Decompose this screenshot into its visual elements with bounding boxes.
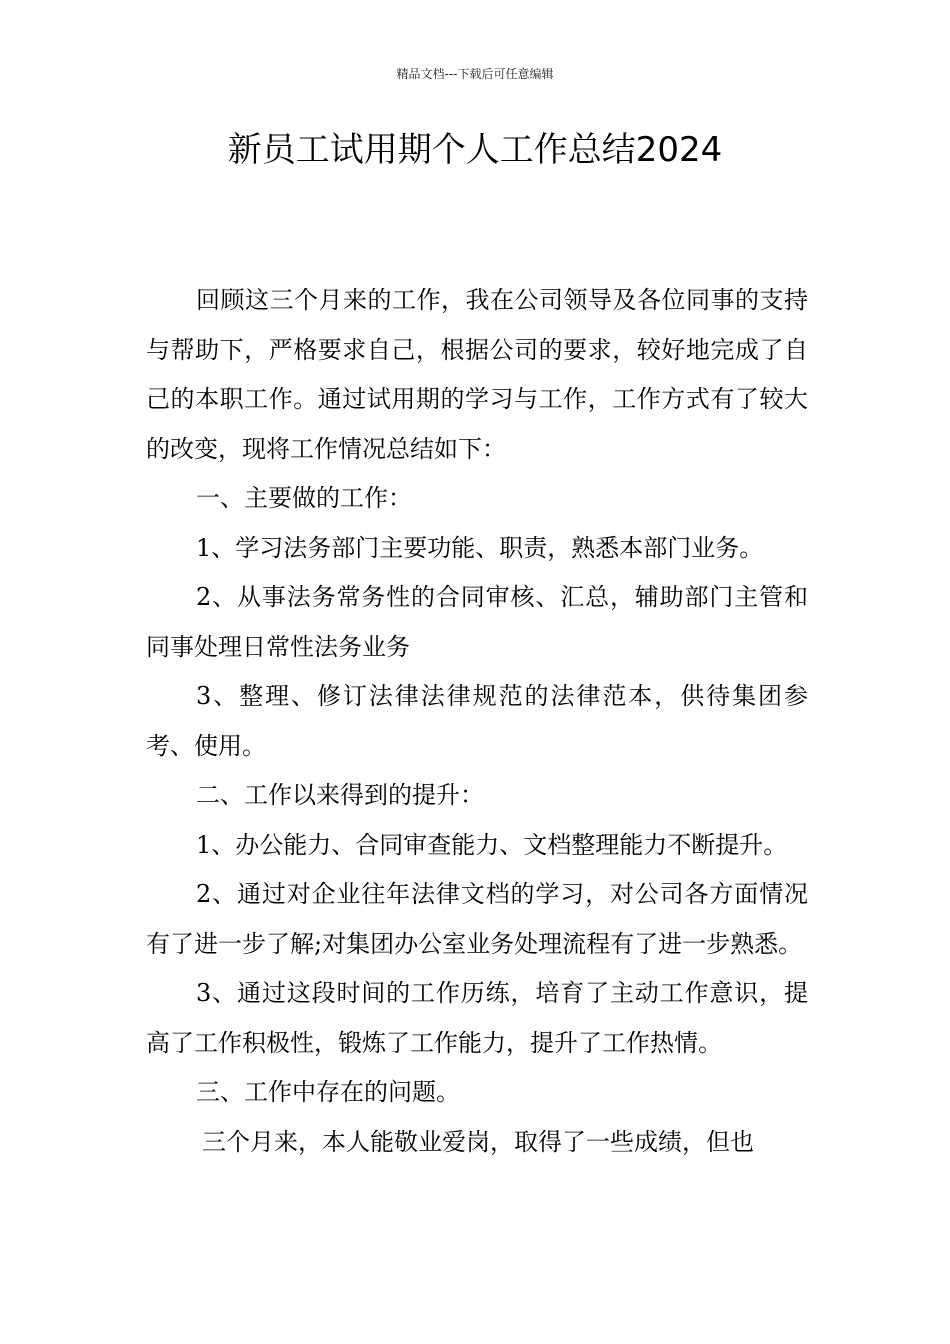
paragraph-problems: 三个月来，本人能敬业爱岗，取得了一些成绩，但也 xyxy=(202,1127,754,1156)
header-note: 精品文档---下载后可任意编辑 xyxy=(396,67,554,81)
paragraph-improvement-2: 2、通过对企业往年法律文档的学习，对公司各方面情况有了进一步了解;对集团办公室业务处理流程有了进一步熟悉。 xyxy=(146,880,808,958)
paragraph-work-item-2: 2、从事法务常务性的合同审核、汇总，辅助部门主管和同事处理日常性法务业务 xyxy=(146,583,808,661)
paragraph-intro: 回顾这三个月来的工作，我在公司领导及各位同事的支持与帮助下，严格要求自己，根据公司的要求，较好地完成了自己的本职工作。通过试用期的学习与工作，工作方式有了较大的改变，现将工作情况总结如下： xyxy=(146,286,808,463)
document-body xyxy=(146,276,808,1167)
paragraph-improvement-3: 3、通过这段时间的工作历练，培育了主动工作意识，提高了工作积极性，锻炼了工作能力，提升了工作热情。 xyxy=(146,979,808,1057)
section-heading-main-work: 一、主要做的工作： xyxy=(196,484,412,512)
paragraph-work-item-3: 3、整理、修订法律法律规范的法律范本，供待集团参考、使用。 xyxy=(146,682,808,760)
section-heading-improvement: 二、工作以来得到的提升： xyxy=(196,781,484,809)
paragraph-work-item-1: 1、学习法务部门主要功能、职责，熟悉本部门业务。 xyxy=(196,533,764,562)
paragraph-improvement-1: 1、办公能力、合同审查能力、文档整理能力不断提升。 xyxy=(196,830,788,859)
section-heading-problems: 三、工作中存在的问题。 xyxy=(196,1078,460,1106)
document-title: 新员工试用期个人工作总结2024 xyxy=(227,130,723,170)
